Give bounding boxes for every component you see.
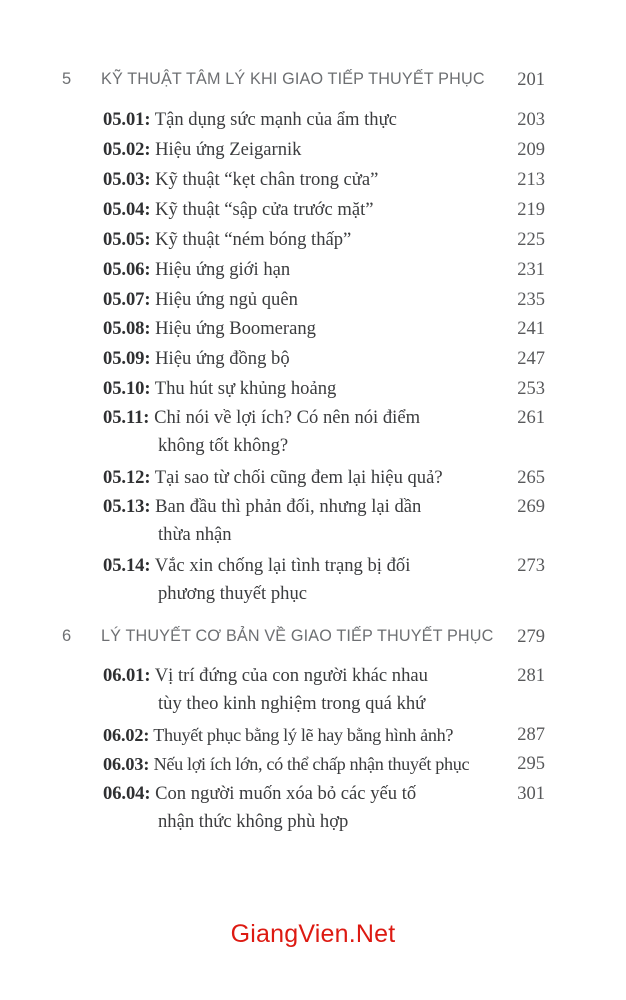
toc-entry-first-line (103, 493, 491, 521)
toc-entry-title: Thu hút sự khủng hoảng (154, 378, 337, 399)
toc-entry-number: 05.04: (103, 199, 151, 220)
toc-entry-page-number: 281 (517, 666, 545, 686)
toc-entry-page-number: 287 (517, 725, 545, 745)
toc-entry-first-line (103, 404, 491, 432)
toc-entry-first-line (103, 552, 491, 580)
toc-entry-title: Kỹ thuật “sập cửa trước mặt” (155, 199, 374, 220)
toc-entry-body (103, 552, 491, 608)
toc-entry-body (103, 750, 491, 778)
toc-entry-title: Hiệu ứng ngủ quên (155, 289, 298, 310)
toc-entry-body (103, 315, 491, 343)
toc-entry-first-line (103, 315, 491, 343)
toc-entry-title: Con người muốn xóa bỏ các yếu tố (155, 783, 417, 804)
toc-entry-page-number: 295 (517, 754, 545, 774)
toc-entry-number: 06.04: (103, 783, 151, 804)
toc-entry-title: Hiệu ứng Boomerang (155, 318, 316, 339)
toc-entry-number: 05.07: (103, 289, 151, 310)
toc-entry-first-line (103, 136, 491, 164)
toc-entry-page-number: 235 (517, 290, 545, 310)
toc-entry-first-line (103, 106, 491, 134)
toc-entry-number: 06.02: (103, 725, 150, 745)
toc-entry-body (103, 196, 491, 224)
toc-entry-body (103, 375, 491, 403)
toc-entry-body (103, 226, 491, 254)
toc-entry-continuation-line (103, 690, 491, 718)
toc-entry-body (103, 345, 491, 373)
toc-entry-first-line (103, 662, 491, 690)
toc-entry-title: thừa nhận (158, 524, 232, 545)
toc-entry-title: Vị trí đứng của con người khác nhau (154, 665, 428, 686)
toc-entry-first-line (103, 345, 491, 373)
toc-entry-title: Ban đầu thì phản đối, nhưng lại dần (155, 496, 422, 517)
toc-entry-number: 06.03: (103, 754, 150, 774)
toc-entry-first-line (103, 196, 491, 224)
toc-entry-number: 05.14: (103, 555, 151, 576)
toc-entry-number: 05.11: (103, 407, 150, 428)
chapter-number: 6 (62, 627, 72, 645)
toc-entry-title: Nếu lợi ích lớn, có thể chấp nhận thuyết phục (153, 754, 470, 774)
toc-entry-number: 05.12: (103, 467, 151, 488)
toc-entry-first-line (103, 750, 491, 778)
toc-entry-page-number: 231 (517, 260, 545, 280)
toc-entry-number: 05.05: (103, 229, 151, 250)
toc-entry-body (103, 256, 491, 284)
toc-entry-number: 05.01: (103, 109, 151, 130)
toc-entry-page-number: 203 (517, 110, 545, 130)
toc-entry-page-number: 213 (517, 170, 545, 190)
toc-entry-continuation-line (103, 432, 491, 460)
toc-entry-title: Vắc xin chống lại tình trạng bị đối (154, 555, 411, 576)
toc-entry-page-number: 225 (517, 230, 545, 250)
toc-entry-number: 05.03: (103, 169, 151, 190)
toc-entry-number: 05.09: (103, 348, 151, 369)
toc-entry-title: Chỉ nói về lợi ích? Có nên nói điểm (154, 407, 421, 428)
toc-entry-first-line (103, 464, 491, 492)
chapter-page-number: 201 (517, 70, 545, 90)
toc-entry-number: 05.13: (103, 496, 151, 517)
toc-entry-first-line (103, 256, 491, 284)
chapter-number: 5 (62, 70, 72, 88)
toc-entry-page-number: 269 (517, 497, 545, 517)
chapter-title: KỸ THUẬT TÂM LÝ KHI GIAO TIẾP THUYẾT PHỤC (101, 70, 485, 88)
toc-entry-continuation-line (103, 808, 491, 836)
toc-entry-page-number: 265 (517, 468, 545, 488)
toc-entry-body (103, 404, 491, 460)
chapter-page-number: 279 (517, 627, 545, 647)
toc-entry-body (103, 166, 491, 194)
toc-entry-title: tùy theo kinh nghiệm trong quá khứ (158, 693, 426, 714)
toc-entry-number: 05.06: (103, 259, 151, 280)
toc-entry-body (103, 721, 491, 749)
toc-entry-first-line (103, 166, 491, 194)
toc-entry-title: Kỹ thuật “ném bóng thấp” (155, 229, 352, 250)
toc-entry-first-line (103, 780, 491, 808)
toc-entry-first-line (103, 375, 491, 403)
site-watermark: GiangVien.Net (230, 920, 396, 948)
toc-entry-page-number: 209 (517, 140, 545, 160)
toc-entry-body (103, 493, 491, 549)
toc-entry-page-number: 301 (517, 784, 545, 804)
toc-entry-number: 05.10: (103, 378, 151, 399)
toc-entry-body (103, 136, 491, 164)
toc-entry-title: Hiệu ứng Zeigarnik (155, 139, 302, 160)
toc-entry-continuation-line (103, 521, 491, 549)
toc-entry-body (103, 286, 491, 314)
toc-entry-title: Hiệu ứng giới hạn (155, 259, 291, 280)
toc-entry-first-line (103, 721, 491, 749)
toc-entry-page-number: 241 (517, 319, 545, 339)
toc-entry-title: Tận dụng sức mạnh của ẩm thực (154, 109, 397, 130)
toc-entry-body (103, 662, 491, 718)
toc-entry-body (103, 106, 491, 134)
toc-entry-title: Thuyết phục bằng lý lẽ hay bằng hình ảnh? (153, 725, 454, 745)
toc-entry-number: 05.08: (103, 318, 151, 339)
toc-entry-page-number: 261 (517, 408, 545, 428)
toc-entry-title: không tốt không? (158, 435, 289, 456)
toc-entry-number: 06.01: (103, 665, 151, 686)
toc-entry-page-number: 253 (517, 379, 545, 399)
toc-entry-number: 05.02: (103, 139, 151, 160)
toc-entry-title: phương thuyết phục (158, 583, 308, 604)
toc-entry-body (103, 780, 491, 836)
toc-entry-first-line (103, 226, 491, 254)
toc-entry-body (103, 464, 491, 492)
toc-entry-page-number: 219 (517, 200, 545, 220)
toc-entry-page-number: 247 (517, 349, 545, 369)
toc-entry-title: Tại sao từ chối cũng đem lại hiệu quả? (154, 467, 443, 488)
toc-entry-first-line (103, 286, 491, 314)
toc-entry-page-number: 273 (517, 556, 545, 576)
chapter-title: LÝ THUYẾT CƠ BẢN VỀ GIAO TIẾP THUYẾT PHỤC (101, 627, 494, 645)
toc-entry-title: Hiệu ứng đồng bộ (155, 348, 290, 369)
toc-entry-title: nhận thức không phù hợp (158, 811, 349, 832)
toc-entry-title: Kỹ thuật “kẹt chân trong cửa” (155, 169, 379, 190)
toc-entry-continuation-line (103, 580, 491, 608)
